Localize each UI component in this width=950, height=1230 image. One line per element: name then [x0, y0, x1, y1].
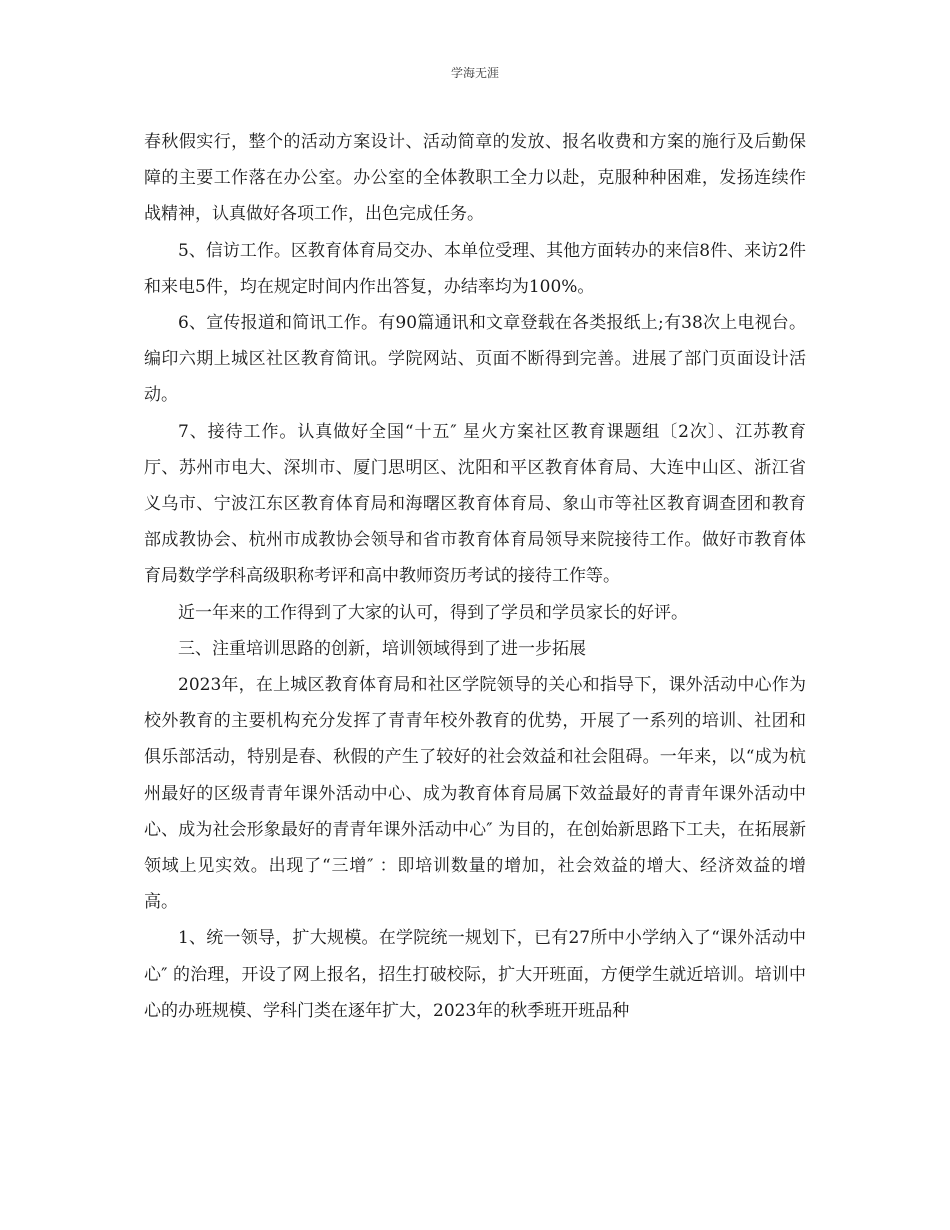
paragraph-publicity-work: 6、宣传报道和简讯工作。有90篇通讯和文章登载在各类报纸上;有38次上电视台。编印六期上城区社区教育简讯。学院网站、页面不断得到完善。进展了部门页面设计活动。: [144, 313, 806, 406]
paragraph-2023-overview: 2023年，在上城区教育体育局和社区学院领导的关心和指导下，课外活动中心作为校外教育的主要机构充分发挥了青青年校外教育的优势，开展了一系列的培训、社团和俱乐部活动，特别是春、秋假的产生了较好的社会效益和社会阻碍。一年来，以“成为杭州最好的区级青青年课外活动中心、成为教育体育局属下效益最好的青青年课外活动中心、成为社会形象最好的青青年课外活动中心″ 为目的，在创始新思路下工夫，在拓展新领域上见实效。出现了“三增″ ：即培训数量的增加，社会效益的增大、经济效益的增高。: [144, 675, 806, 913]
paragraph-unified-leadership: 1、统一领导，扩大规模。在学院统一规划下，已有27所中小学纳入了“课外活动中心″ 的治理，开设了网上报名，招生打破校际，扩大开班面，方便学生就近培训。培训中心的办班规模、学科门类在逐年扩大，2023年的秋季班开班品种: [144, 928, 806, 1021]
section-heading-training-innovation: 三、注重培训思路的创新，培训领域得到了进一步拓展: [178, 638, 586, 659]
paragraph-continued: 春秋假实行，整个的活动方案设计、活动简章的发放、报名收费和方案的施行及后勤保障的主要工作落在办公室。办公室的全体教职工全力以赴，克服种种困难，发扬连续作战精神，认真做好各项工作，出色完成任务。: [144, 132, 806, 225]
paragraph-reception-work: 7、接待工作。认真做好全国“十五″ 星火方案社区教育课题组〔2次〕、江苏教育厅、苏州市电大、深圳市、厦门思明区、沈阳和平区教育体育局、大连中山区、浙江省义乌市、宁波江东区教育体育局和海曙区教育体育局、象山市等社区教育调查团和教育部成教协会、杭州市成教协会领导和省市教育体育局领导来院接待工作。做好市教育体育局数学学科高级职称考评和高中教师资历考试的接待工作等。: [144, 421, 806, 587]
paragraph-recognition: 近一年来的工作得到了大家的认可，得到了学员和学员家长的好评。: [178, 602, 688, 623]
document-body: [144, 124, 806, 1029]
page-header: 学海无涯: [450, 66, 499, 80]
paragraph-petition-work: 5、信访工作。区教育体育局交办、本单位受理、其他方面转办的来信8件、来访2件和来电5件，均在规定时间内作出答复，办结率均为100%。: [144, 240, 806, 297]
